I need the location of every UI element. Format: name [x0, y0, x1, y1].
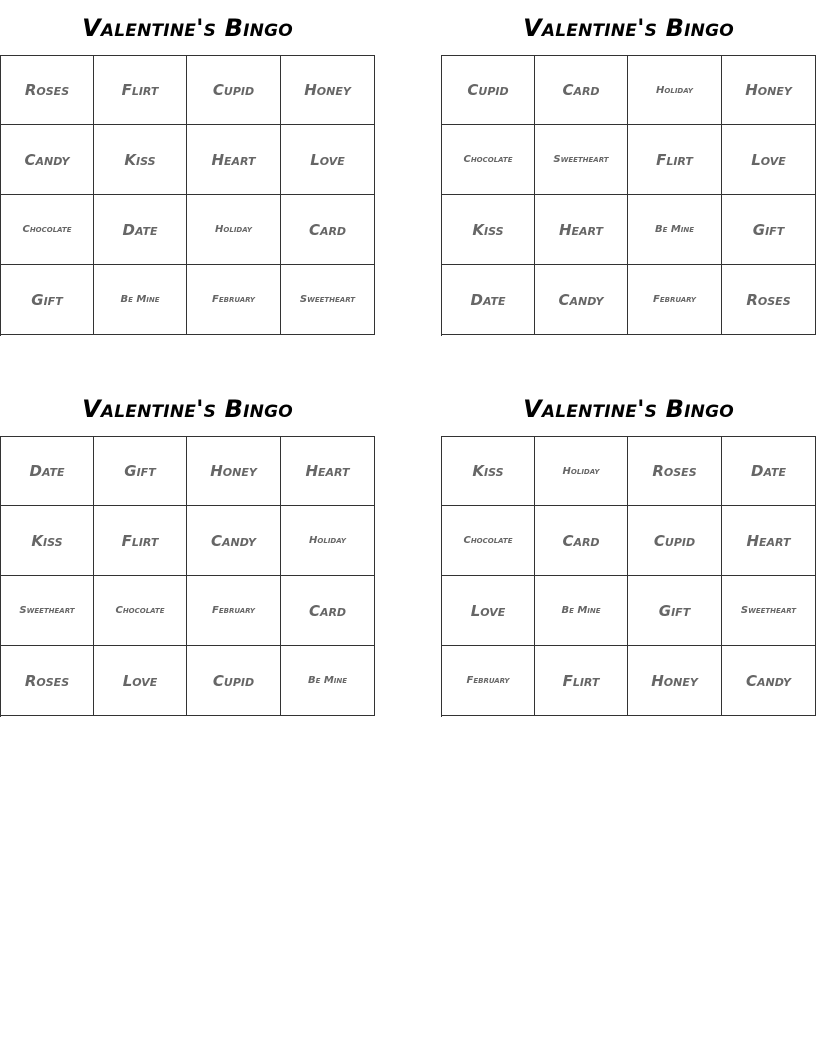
bingo-cell: Be Mine [535, 576, 628, 646]
bingo-cell: Cupid [442, 56, 535, 125]
bingo-card-title: Valentine's Bingo [523, 395, 734, 423]
bingo-grid [0, 55, 375, 336]
bingo-grid [441, 436, 816, 717]
bingo-cell: February [628, 265, 722, 335]
bingo-cell: Be Mine [94, 265, 187, 335]
bingo-cell: February [187, 576, 281, 646]
bingo-cell: Heart [281, 437, 375, 506]
bingo-cell: Sweetheart [535, 125, 628, 195]
bingo-cell: February [442, 646, 535, 716]
bingo-cell: Gift [628, 576, 722, 646]
bingo-cell: Roses [628, 437, 722, 506]
bingo-cell: Honey [187, 437, 281, 506]
bingo-cell: Roses [1, 56, 94, 125]
bingo-cell: Candy [1, 125, 94, 195]
bingo-cell: Honey [628, 646, 722, 716]
bingo-cell: Sweetheart [722, 576, 816, 646]
bingo-cell: Cupid [628, 506, 722, 576]
bingo-cell: Date [722, 437, 816, 506]
bingo-cell: Candy [535, 265, 628, 335]
bingo-grid [441, 55, 816, 336]
bingo-cell: Chocolate [1, 195, 94, 265]
bingo-cell: Love [442, 576, 535, 646]
bingo-cell: Honey [722, 56, 816, 125]
bingo-cell: Card [281, 576, 375, 646]
bingo-cell: Gift [722, 195, 816, 265]
bingo-cell: Kiss [94, 125, 187, 195]
bingo-card-title: Valentine's Bingo [82, 395, 293, 423]
bingo-cell: Gift [1, 265, 94, 335]
bingo-cell: Card [535, 506, 628, 576]
bingo-cell: Love [722, 125, 816, 195]
bingo-cell: Chocolate [442, 506, 535, 576]
bingo-cell: Roses [722, 265, 816, 335]
bingo-cell: Flirt [535, 646, 628, 716]
bingo-cell: Chocolate [94, 576, 187, 646]
bingo-cell: Heart [722, 506, 816, 576]
bingo-cell: Holiday [535, 437, 628, 506]
bingo-cell: February [187, 265, 281, 335]
bingo-cell: Love [281, 125, 375, 195]
bingo-cell: Holiday [281, 506, 375, 576]
bingo-cell: Be Mine [628, 195, 722, 265]
bingo-cell: Kiss [442, 195, 535, 265]
bingo-cell: Kiss [442, 437, 535, 506]
bingo-cell: Candy [722, 646, 816, 716]
bingo-cell: Chocolate [442, 125, 535, 195]
bingo-cell: Holiday [628, 56, 722, 125]
bingo-cell: Honey [281, 56, 375, 125]
bingo-cell: Heart [187, 125, 281, 195]
bingo-cell: Flirt [94, 56, 187, 125]
bingo-cell: Sweetheart [281, 265, 375, 335]
bingo-cell: Heart [535, 195, 628, 265]
bingo-cell: Date [442, 265, 535, 335]
bingo-cell: Holiday [187, 195, 281, 265]
bingo-cell: Roses [1, 646, 94, 716]
bingo-cell: Be Mine [281, 646, 375, 716]
bingo-grid [0, 436, 375, 717]
bingo-cell: Date [1, 437, 94, 506]
bingo-cell: Date [94, 195, 187, 265]
bingo-cell: Gift [94, 437, 187, 506]
bingo-cell: Candy [187, 506, 281, 576]
bingo-cell: Love [94, 646, 187, 716]
bingo-card-title: Valentine's Bingo [82, 14, 293, 42]
bingo-cell: Card [535, 56, 628, 125]
bingo-cell: Sweetheart [1, 576, 94, 646]
bingo-card-title: Valentine's Bingo [523, 14, 734, 42]
bingo-cell: Flirt [628, 125, 722, 195]
bingo-cell: Cupid [187, 646, 281, 716]
bingo-cell: Cupid [187, 56, 281, 125]
bingo-cell: Card [281, 195, 375, 265]
bingo-cell: Flirt [94, 506, 187, 576]
bingo-cell: Kiss [1, 506, 94, 576]
